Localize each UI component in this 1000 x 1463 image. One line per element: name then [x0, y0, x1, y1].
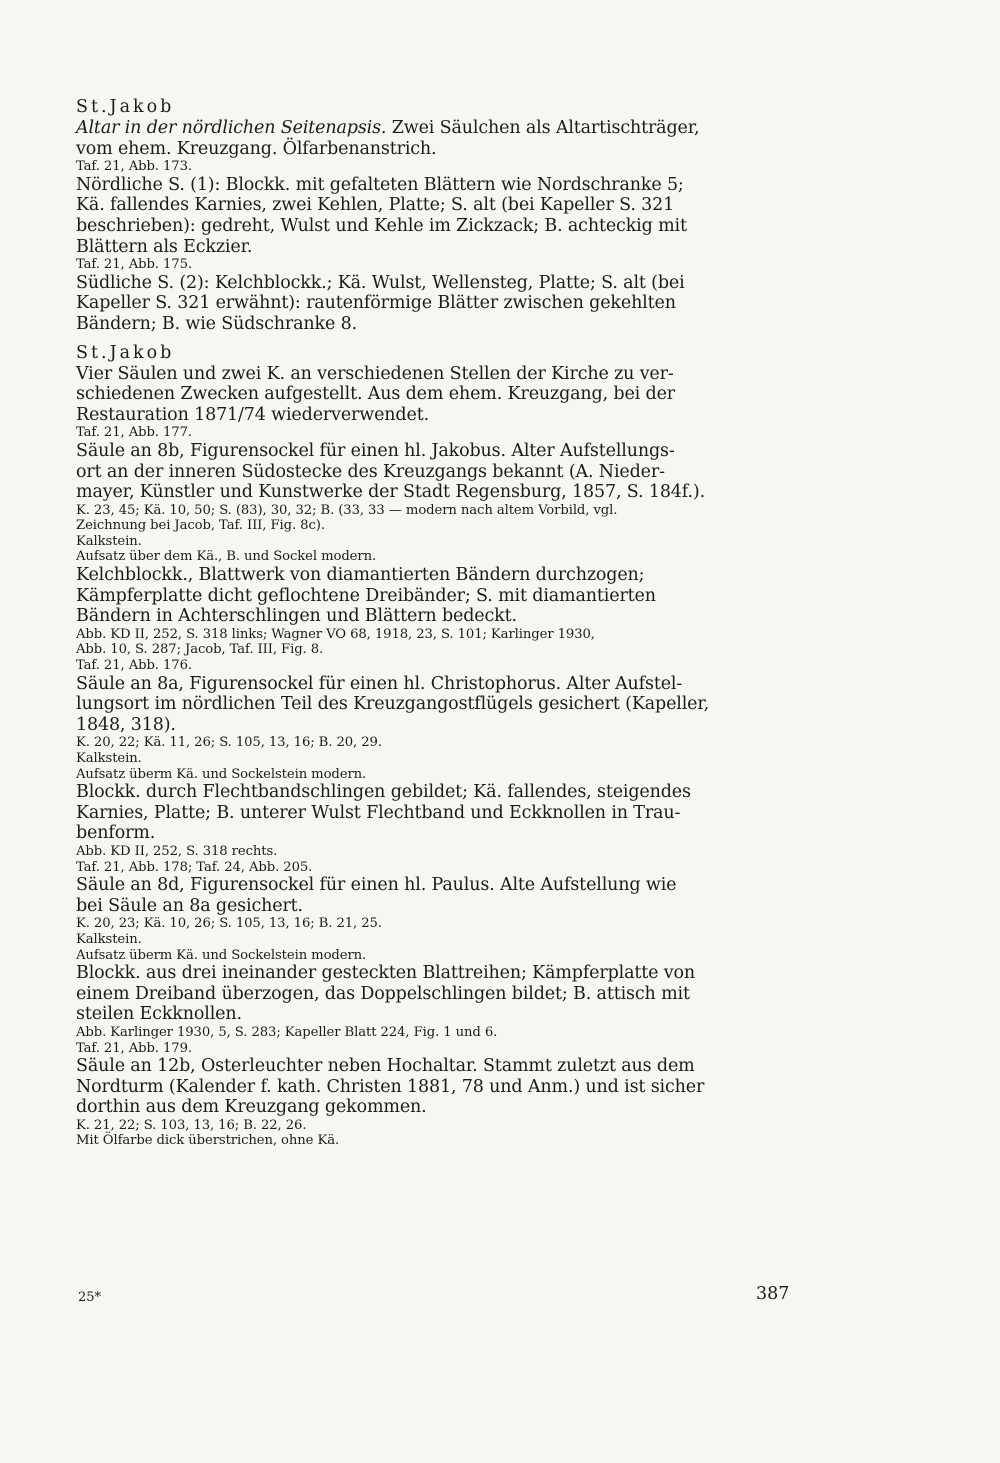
reference-line: Abb. KD II, 252, S. 318 rechts.: [76, 843, 278, 859]
text-line: Bändern; B. wie Südschranke 8.: [76, 313, 358, 334]
reference-line: Abb. 10, S. 287; Jacob, Taf. III, Fig. 8.: [76, 642, 324, 658]
text-line: Säule an 8d, Figurensockel für einen hl. Paulus. Alte Aufstellung wie: [76, 875, 677, 896]
text-line: einem Dreiband überzogen, das Doppelschlingen bildet; B. attisch mit: [76, 983, 690, 1004]
text-line: lungsort im nördlichen Teil des Kreuzgangostflügels gesichert (Kapeller,: [76, 694, 710, 715]
measurement-line: K. 20, 22; Kä. 11, 26; S. 105, 13, 16; B. 20, 29.: [76, 735, 382, 751]
text-line: Kapeller S. 321 erwähnt): rautenförmige Blätter zwischen gekehlten: [76, 293, 676, 314]
measurement-line: K. 23, 45; Kä. 10, 50; S. (83), 30, 32; B. (33, 33 — modern nach altem Vorbild, vgl.: [76, 502, 618, 518]
section-heading: St.Jakob: [76, 342, 175, 363]
text-line: vom ehem. Kreuzgang. Ölfarbenanstrich.: [76, 138, 437, 159]
page-number: 387: [756, 1284, 790, 1304]
text-line: Säule an 12b, Osterleuchter neben Hochaltar. Stammt zuletzt aus dem: [76, 1056, 695, 1077]
text-column: [76, 96, 798, 1149]
text-line: Blockk. durch Flechtbandschlingen gebildet; Kä. fallendes, steigendes: [76, 782, 691, 803]
reference-line: Abb. Karlinger 1930, 5, S. 283; Kapeller Blatt 224, Fig. 1 und 6.: [76, 1024, 498, 1040]
text-line: Nordturm (Kalender f. kath. Christen 1881, 78 und Anm.) und ist sicher: [76, 1076, 705, 1097]
text-line: beschrieben): gedreht, Wulst und Kehle im Zickzack; B. achteckig mit: [76, 215, 687, 236]
text-line: Bändern in Achterschlingen und Blättern bedeckt.: [76, 606, 517, 627]
text-line: Kämpferplatte dicht geflochtene Dreibänder; S. mit diamantierten: [76, 585, 656, 606]
text-line: Südliche S. (2): Kelchblockk.; Kä. Wulst, Wellensteg, Platte; S. alt (bei: [76, 272, 685, 293]
text-line: steilen Eckknollen.: [76, 1004, 242, 1025]
text-line: ort an der inneren Südostecke des Kreuzgangs bekannt (A. Nieder-: [76, 461, 665, 482]
text-line: Vier Säulen und zwei K. an verschiedenen Stellen der Kirche zu ver-: [76, 363, 674, 384]
text-line: Kelchblockk., Blattwerk von diamantierten Bändern durchzogen;: [76, 565, 645, 586]
material-line: Kalkstein.: [76, 533, 142, 549]
text-line: Säule an 8b, Figurensockel für einen hl. Jakobus. Alter Aufstellungs-: [76, 440, 675, 461]
text-line: Blättern als Eckzier.: [76, 236, 253, 257]
text-line: bei Säule an 8a gesichert.: [76, 895, 303, 916]
reference-line: Taf. 21, Abb. 178; Taf. 24, Abb. 205.: [76, 859, 313, 875]
text-line: Kä. fallendes Karnies, zwei Kehlen, Platte; S. alt (bei Kapeller S. 321: [76, 195, 675, 216]
text-line: Restauration 1871/74 wiederverwendet.: [76, 404, 429, 425]
reference-line: Abb. KD II, 252, S. 318 links; Wagner VO 68, 1918, 23, S. 101; Karlinger 1930,: [76, 626, 595, 642]
text-line: schiedenen Zwecken aufgestellt. Aus dem ehem. Kreuzgang, bei der: [76, 384, 676, 405]
text-line: benform.: [76, 823, 156, 844]
text-line: Nördliche S. (1): Blockk. mit gefalteten Blättern wie Nordschranke 5;: [76, 174, 684, 195]
material-line: Kalkstein.: [76, 751, 142, 766]
text-line: Blockk. aus drei ineinander gesteckten Blattreihen; Kämpferplatte von: [76, 963, 695, 984]
section-heading: St.Jakob: [76, 97, 175, 117]
text-line: Säule an 8a, Figurensockel für einen hl. Christophorus. Alter Aufstel-: [76, 673, 683, 694]
text-line: [76, 118, 798, 139]
reference-line: Taf. 21, Abb. 177.: [76, 425, 192, 441]
note-line: Mit Ölfarbe dick überstrichen, ohne Kä.: [76, 1133, 340, 1149]
reference-line: Taf. 21, Abb. 173.: [76, 159, 192, 175]
measurement-line: K. 20, 23; Kä. 10, 26; S. 105, 13, 16; B. 21, 25.: [76, 916, 382, 932]
note-line: Aufsatz überm Kä. und Sockelstein modern.: [76, 766, 367, 782]
section-gap: [76, 335, 798, 342]
text-line: 1848, 318).: [76, 714, 176, 735]
measurement-line: Zeichnung bei Jacob, Taf. III, Fig. 8c).: [76, 518, 325, 534]
text-line: Karnies, Platte; B. unterer Wulst Flechtband und Eckknollen in Trau-: [76, 802, 681, 823]
measurement-line: K. 21, 22; S. 103, 13, 16; B. 22, 26.: [76, 1117, 307, 1133]
material-line: Kalkstein.: [76, 931, 142, 947]
signature-mark: 25*: [78, 1290, 102, 1305]
reference-line: Taf. 21, Abb. 176.: [76, 658, 192, 674]
reference-line: Taf. 21, Abb. 179.: [76, 1040, 192, 1056]
text-line: dorthin aus dem Kreuzgang gekommen.: [76, 1097, 427, 1118]
italic-phrase: Altar in der nördlichen Seitenapsis.: [76, 118, 387, 138]
note-line: Aufsatz überm Kä. und Sockelstein modern.: [76, 947, 367, 963]
text-fragment: Zwei Säulchen als Altartischträger,: [386, 118, 700, 138]
note-line: Aufsatz über dem Kä., B. und Sockel modern.: [76, 549, 377, 565]
text-line: mayer, Künstler und Kunstwerke der Stadt Regensburg, 1857, S. 184f.).: [76, 482, 705, 503]
reference-line: Taf. 21, Abb. 175.: [76, 257, 192, 273]
